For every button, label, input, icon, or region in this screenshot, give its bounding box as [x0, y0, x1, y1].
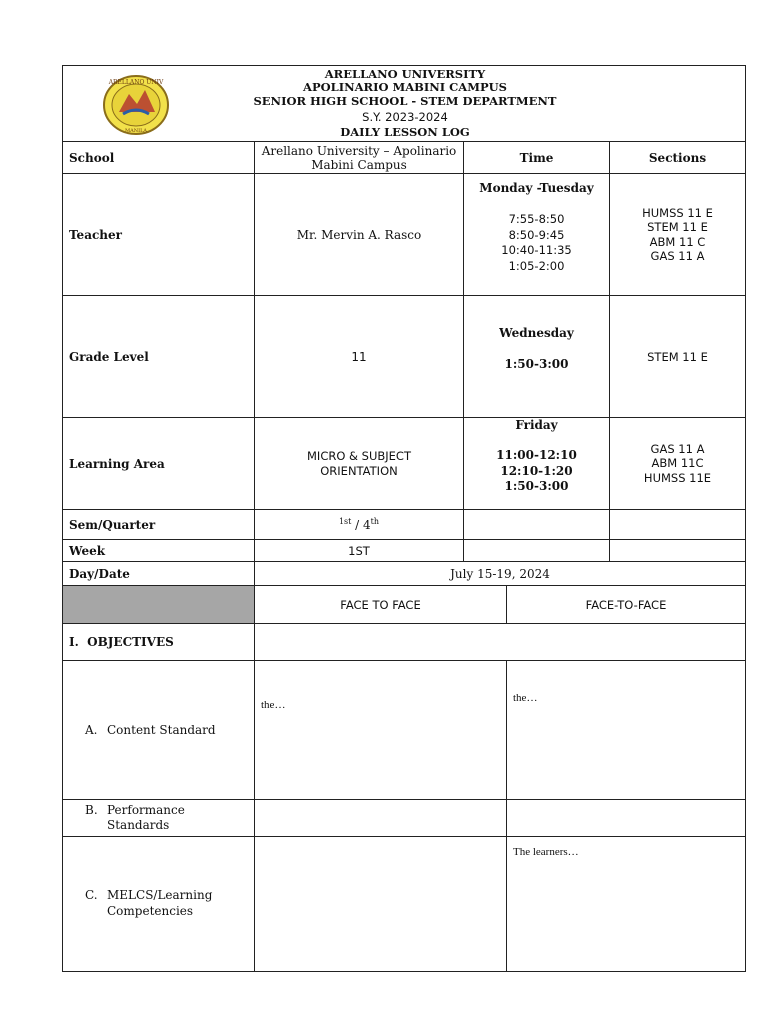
learning-area-sections-cell	[609, 417, 746, 510]
teacher-label: Teacher	[69, 227, 122, 242]
mode-label-2: FACE-TO-FACE	[585, 597, 667, 612]
teacher-label-cell	[62, 173, 255, 296]
university-name: ARELLANO UNIVERSITY	[324, 67, 486, 81]
sem-empty-cell-1	[463, 509, 610, 540]
week-value-cell	[254, 539, 464, 562]
objectives-label-cell	[62, 623, 255, 661]
content-standard-col2	[506, 660, 746, 800]
sem-label-cell	[62, 509, 255, 540]
time-slot: 11:00-12:10	[496, 448, 577, 462]
sem-value	[339, 517, 379, 532]
learning-area-label: Learning Area	[69, 456, 165, 471]
school-label: School	[69, 150, 115, 165]
week-empty-cell-2	[609, 539, 746, 562]
objectives-label: I. OBJECTIVES	[69, 635, 174, 649]
grade-time-cell	[463, 295, 610, 418]
time-slots-mon-tue	[464, 212, 609, 274]
sem-value-first: 1	[338, 517, 345, 526]
sem-label: Sem/Quarter	[69, 517, 156, 532]
learning-area-label-cell	[62, 417, 255, 510]
time-day-mon-tue: Monday -Tuesday	[479, 181, 594, 195]
teacher-value: Mr. Mervin A. Rasco	[296, 227, 422, 242]
performance-standards-label-cell	[62, 799, 255, 837]
melcs-col1	[254, 836, 507, 972]
sections-header: Sections	[648, 150, 707, 165]
section-item: GAS 11 A	[650, 441, 705, 456]
sections-header-cell	[609, 141, 746, 174]
performance-standards-label-1: Performance	[107, 803, 185, 817]
melcs-letter: C.	[85, 888, 98, 902]
content-standard-letter: A.	[85, 723, 98, 737]
content-standard-label: Content Standard	[107, 723, 216, 737]
svg-text:ARELLANO UNIV: ARELLANO UNIV	[108, 79, 164, 86]
sem-value-second-suffix: th	[370, 517, 380, 526]
content-standard-text-1: the…	[261, 699, 286, 711]
university-seal-icon	[101, 74, 171, 136]
performance-standards-label-2: Standards	[107, 818, 170, 832]
learning-area-value-cell	[254, 417, 464, 510]
sem-empty-cell-2	[609, 509, 746, 540]
melcs-label-1: MELCS/Learning	[107, 888, 213, 902]
time-day-wednesday: Wednesday	[499, 326, 574, 340]
week-label: Week	[69, 543, 106, 558]
week-label-cell	[62, 539, 255, 562]
day-value: July 15-19, 2024	[450, 566, 550, 581]
learning-area-time-cell	[463, 417, 610, 510]
section-item: ABM 11C	[651, 456, 704, 471]
content-standard-col1	[254, 660, 507, 800]
section-item: STEM 11 E	[647, 220, 708, 234]
time-slot: 12:10-1:20	[500, 463, 573, 478]
time-slot: 10:40-11:35	[501, 243, 572, 257]
campus-name: APOLINARIO MABINI CAMPUS	[303, 80, 507, 94]
day-label: Day/Date	[69, 566, 130, 581]
sem-value-first-suffix: st	[344, 517, 352, 526]
week-empty-cell-1	[463, 539, 610, 562]
grade-label: Grade Level	[69, 349, 149, 364]
day-label-cell	[62, 561, 255, 586]
time-day-friday: Friday	[515, 418, 558, 432]
time-slot: 7:55-8:50	[508, 212, 565, 226]
week-value: 1ST	[348, 543, 370, 558]
shaded-cell	[62, 585, 255, 624]
svg-text:MANILA: MANILA	[124, 128, 148, 134]
melcs-label-cell	[62, 836, 255, 972]
mode-label-1: FACE TO FACE	[340, 597, 421, 612]
melcs-col2	[506, 836, 746, 972]
header-block	[62, 65, 746, 142]
performance-standards-col1	[254, 799, 507, 837]
teacher-sections-cell	[609, 173, 746, 296]
section-item: ABM 11 C	[649, 234, 706, 249]
content-standard-label-cell	[62, 660, 255, 800]
department-name: SENIOR HIGH SCHOOL - STEM DEPARTMENT	[253, 94, 557, 108]
teacher-time-cell	[463, 173, 610, 296]
time-slot: 1:05-2:00	[508, 258, 565, 273]
school-value-cell	[254, 141, 464, 174]
grade-value-cell	[254, 295, 464, 418]
day-value-cell	[254, 561, 746, 586]
section-item: HUMSS 11E	[643, 470, 712, 485]
performance-standards-col2	[506, 799, 746, 837]
time-slots-friday	[464, 448, 609, 495]
time-slot-wednesday: 1:50-3:00	[504, 357, 569, 371]
content-standard-text-2: the…	[513, 692, 538, 704]
time-header: Time	[519, 150, 554, 165]
grade-label-cell	[62, 295, 255, 418]
mode-cell-1	[254, 585, 507, 624]
melcs-label-2: Competencies	[107, 904, 194, 918]
document-title: DAILY LESSON LOG	[340, 125, 470, 139]
sem-value-second: 4	[363, 518, 371, 532]
section-item: HUMSS 11 E	[642, 205, 713, 220]
mode-cell-2	[506, 585, 746, 624]
grade-value: 11	[351, 349, 367, 364]
school-year: S.Y. 2023-2024	[362, 110, 448, 124]
school-value: Arellano University – Apolinario Mabini Campus	[261, 143, 457, 172]
section-item: STEM 11 E	[647, 349, 708, 364]
learning-area-value: MICRO & SUBJECT ORIENTATION	[307, 448, 411, 478]
grade-sections-cell	[609, 295, 746, 418]
section-item: GAS 11 A	[650, 249, 705, 263]
sem-value-sep: /	[351, 518, 364, 532]
teacher-value-cell	[254, 173, 464, 296]
sem-value-cell	[254, 509, 464, 540]
performance-standards-letter: B.	[85, 803, 98, 817]
school-label-cell	[62, 141, 255, 174]
time-slot: 1:50-3:00	[504, 479, 569, 493]
melcs-text-2: The learners…	[513, 846, 579, 858]
time-slot: 8:50-9:45	[508, 227, 565, 242]
time-header-cell	[463, 141, 610, 174]
objectives-value-cell	[254, 623, 746, 661]
